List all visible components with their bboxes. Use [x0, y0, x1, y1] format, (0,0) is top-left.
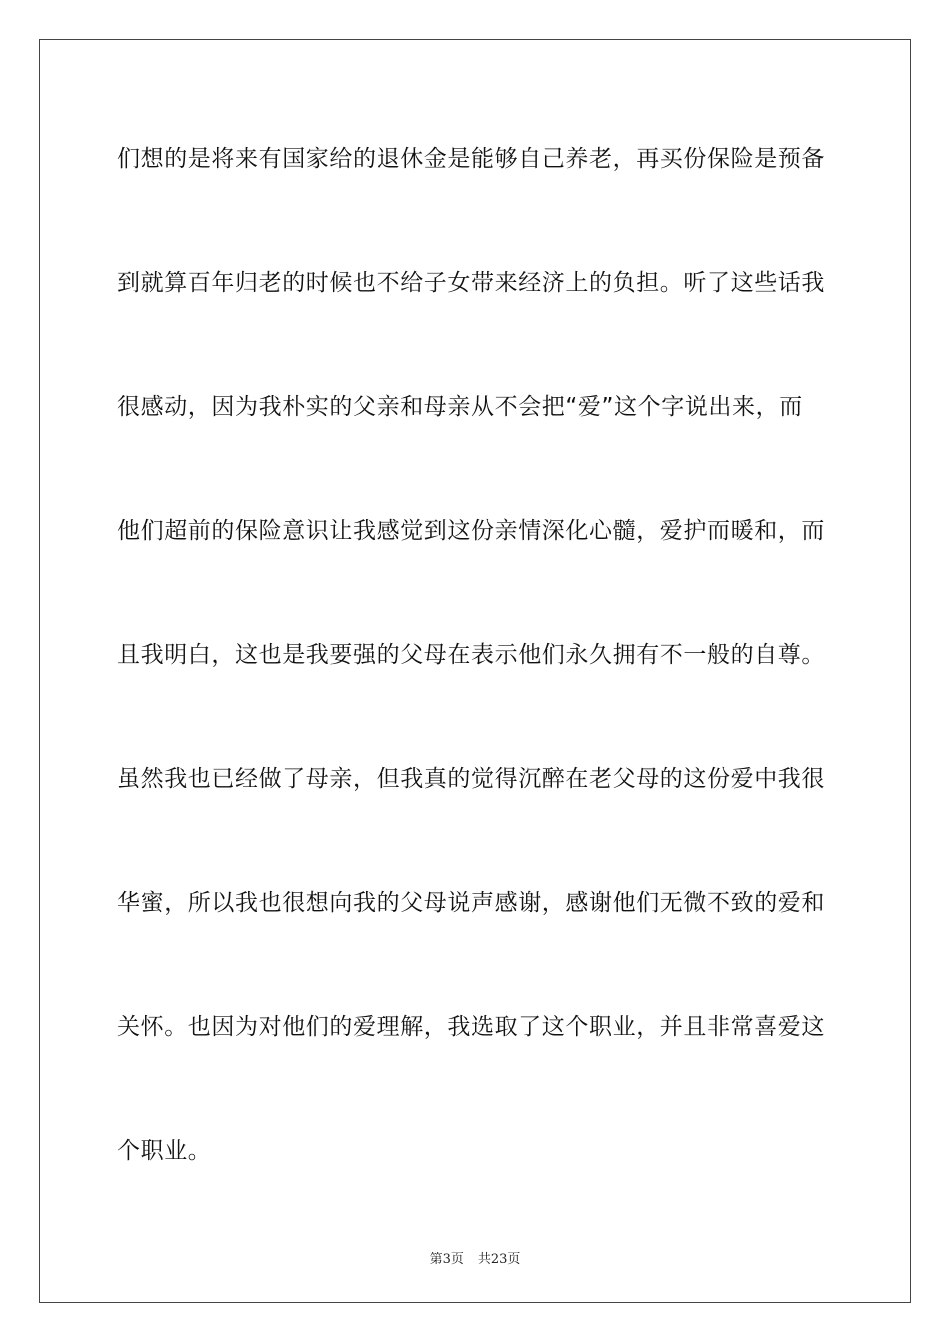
text-line: 们想的是将来有国家给的退休金是能够自己养老，再买份保险是预备 [117, 146, 825, 172]
page-number: 第3页 [429, 1252, 464, 1267]
text-line: 且我明白，这也是我要强的父母在表示他们永久拥有不一般的自尊。 [117, 642, 825, 668]
text-line: 关怀。也因为对他们的爱理解，我选取了这个职业，并且非常喜爱这 [117, 1014, 825, 1040]
text-line: 他们超前的保险意识让我感觉到这份亲情深化心髓，爱护而暖和，而 [117, 518, 825, 544]
text-line: 华蜜，所以我也很想向我的父母说声感谢，感谢他们无微不致的爱和 [117, 890, 825, 916]
total-pages: 共23页 [477, 1252, 521, 1267]
text-line: 很感动，因为我朴实的父亲和母亲从不会把“爱”这个字说出来，而 [117, 394, 803, 420]
document-body [117, 128, 837, 1244]
text-line: 到就算百年归老的时候也不给子女带来经济上的负担。听了这些话我 [117, 270, 825, 296]
page-footer [0, 1248, 950, 1267]
text-line: 个职业。 [117, 1138, 212, 1164]
text-line: 虽然我也已经做了母亲，但我真的觉得沉醉在老父母的这份爱中我很 [117, 766, 825, 792]
